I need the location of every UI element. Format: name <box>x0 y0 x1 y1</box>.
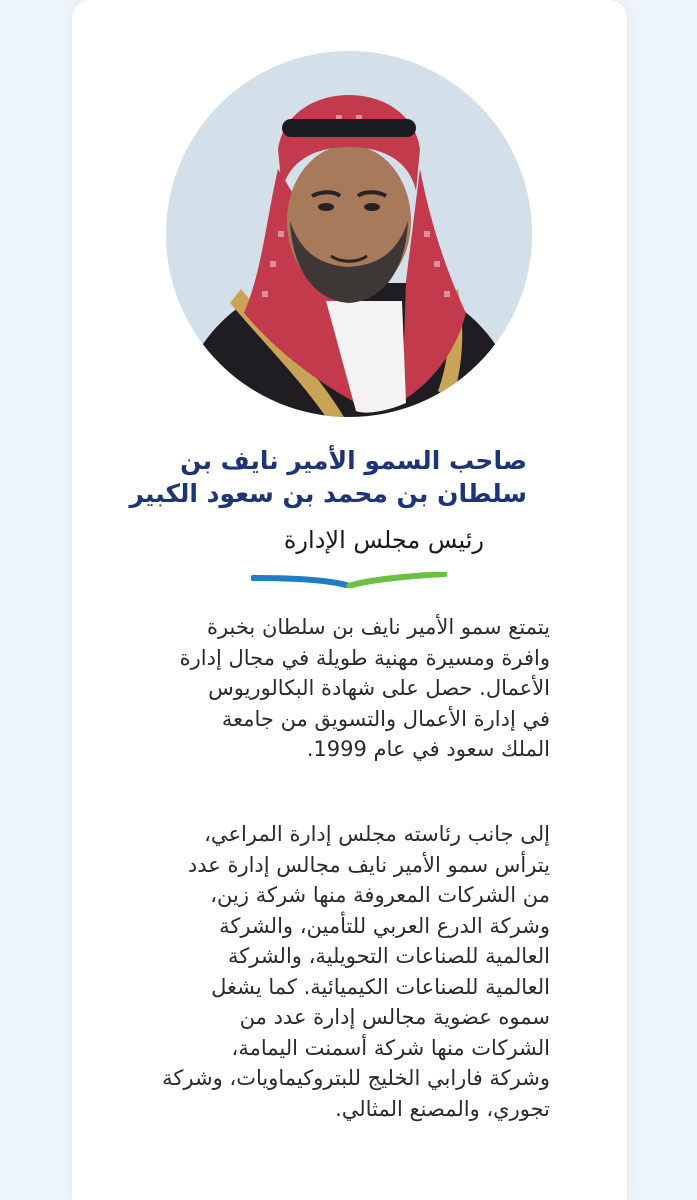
bio-line: يترأس سمو الأمير نايف مجالس إدارة عدد <box>187 852 550 877</box>
bio-line: وشركة الدرع العربي للتأمين، والشركة <box>219 913 550 938</box>
bio-line: في إدارة الأعمال والتسويق من جامعة <box>221 706 550 731</box>
profile-role: رئيس مجلس الإدارة <box>283 526 484 554</box>
bio-line: وشركة فارابي الخليج للبتروكيماويات، وشركة <box>162 1066 550 1090</box>
bio-line: سموه عضوية مجالس إدارة عدد من <box>239 1005 550 1029</box>
bio-line: العالمية للصناعات الكيميائية. كما يشغل <box>211 974 550 999</box>
bio-line: العالمية للصناعات التحويلية، والشركة <box>227 944 550 968</box>
profile-name-line-2: سلطان بن محمد بن سعود الكبير <box>129 479 527 508</box>
bio-line: الأعمال. حصل على شهادة البكالوريوس <box>208 676 550 700</box>
bio-line: يتمتع سمو الأمير نايف بن سلطان بخبرة <box>206 615 550 639</box>
bio-line: الشركات منها شركة أسمنت اليمامة، <box>231 1035 550 1060</box>
bio-line: من الشركات المعروفة منها شركة زين، <box>210 883 550 907</box>
book-divider-icon <box>251 572 447 588</box>
bio-line: تجوري، والمصنع المثالي. <box>335 1096 550 1121</box>
bio-paragraph-2 <box>110 819 550 1124</box>
profile-name-line-1: صاحب السمو الأمير نايف بن <box>180 446 527 475</box>
portrait-photo <box>166 51 532 417</box>
profile-name <box>100 444 527 510</box>
portrait-illustration <box>166 51 532 417</box>
bio-line: وافرة ومسيرة مهنية طويلة في مجال إدارة <box>179 645 550 670</box>
bio-line: الملك سعود في عام 1999. <box>306 737 550 761</box>
bio-line: إلى جانب رئاسته مجلس إدارة المراعي، <box>204 822 550 846</box>
bio-paragraph-1 <box>110 612 550 765</box>
